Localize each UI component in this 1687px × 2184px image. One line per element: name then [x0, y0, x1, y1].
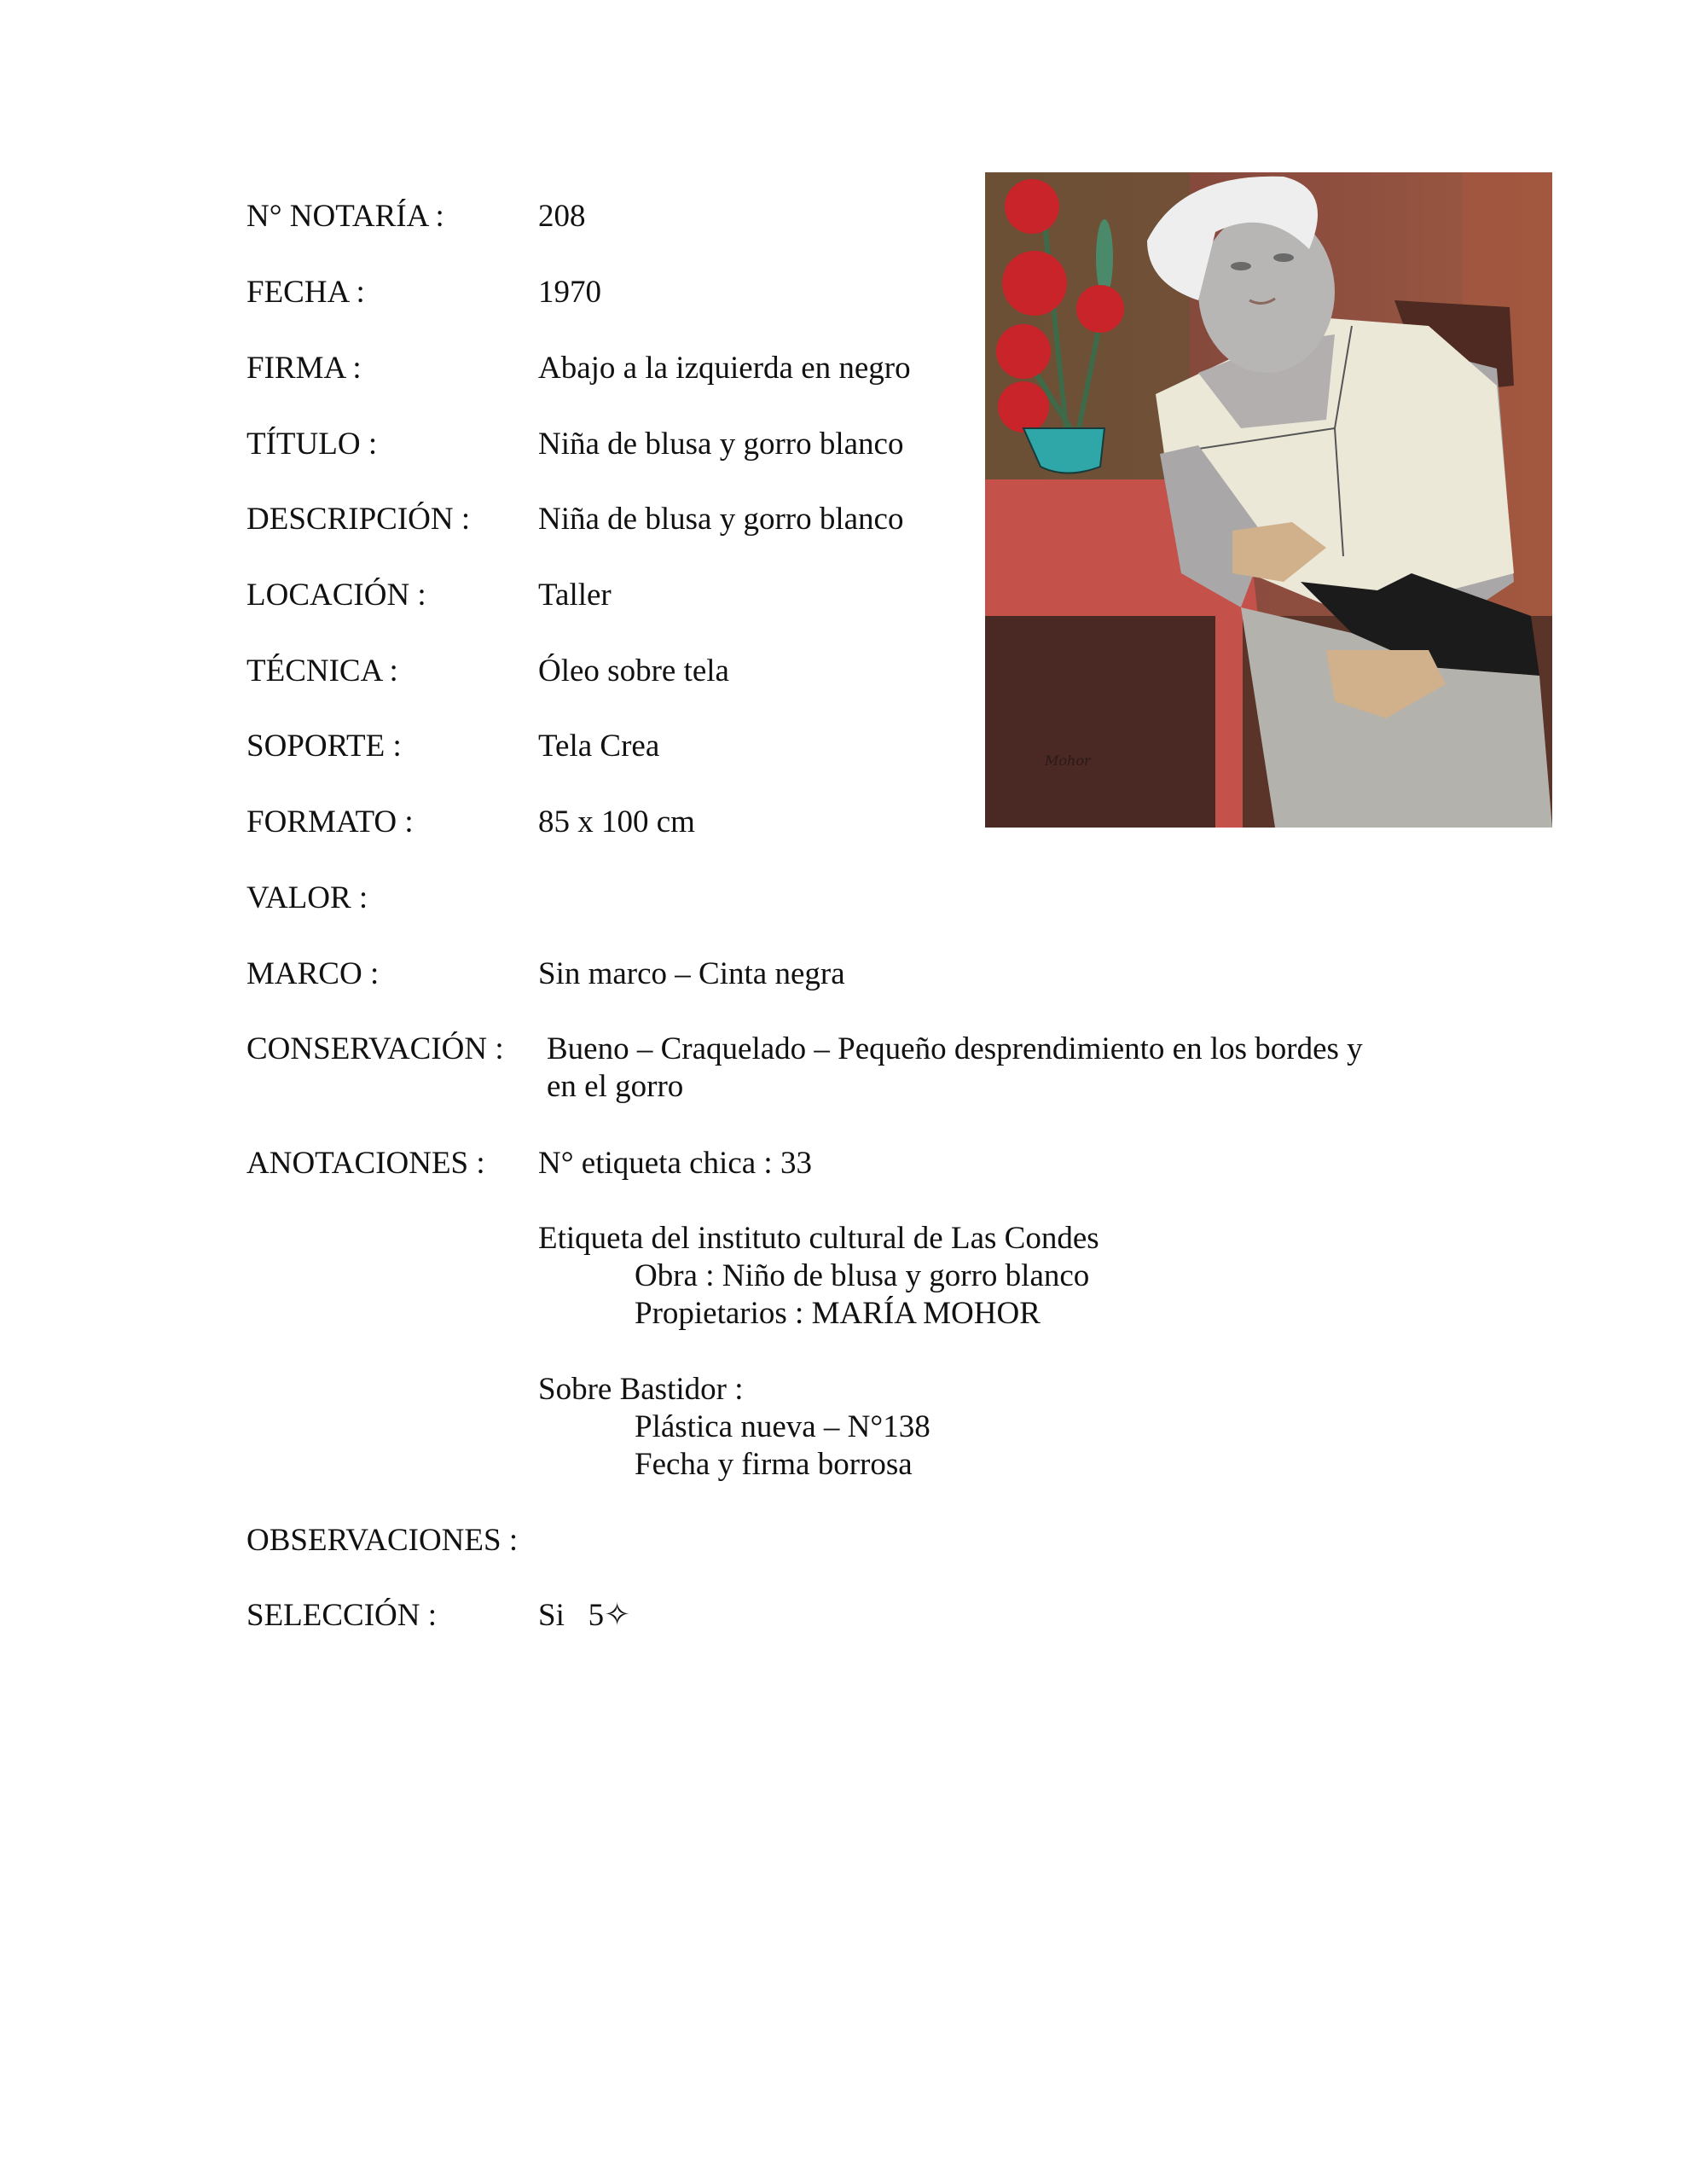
field-label: DESCRIPCIÓN :: [246, 502, 471, 537]
field-value: Niña de blusa y gorro blanco: [538, 502, 904, 537]
field-value: Tela Crea: [538, 729, 660, 764]
field-label: N° NOTARÍA :: [246, 199, 444, 234]
field-label: CONSERVACIÓN :: [246, 1031, 504, 1066]
painting-poppy: [1002, 251, 1067, 316]
field-value: 208: [538, 199, 586, 234]
field-value: Niña de blusa y gorro blanco: [538, 427, 904, 462]
field-label: FECHA :: [246, 275, 365, 310]
field-value: Sin marco – Cinta negra: [538, 956, 845, 991]
painting-poppy: [1005, 179, 1059, 234]
annotation-instituto-title: Etiqueta del instituto cultural de Las Condes: [538, 1221, 1099, 1256]
annotation-propietarios: Propietarios : MARÍA MOHOR: [635, 1296, 1041, 1331]
field-value: Abajo a la izquierda en negro: [538, 351, 911, 386]
painting-eye: [1231, 262, 1251, 270]
painting-leaf: [1096, 219, 1113, 296]
annotation-fecha-firma: Fecha y firma borrosa: [635, 1447, 913, 1482]
field-label: TÉCNICA :: [246, 653, 398, 688]
painting-poppy: [1076, 285, 1124, 333]
field-value: 85 x 100 cm: [538, 804, 695, 839]
field-value: Taller: [538, 578, 612, 613]
field-label: VALOR :: [246, 880, 368, 915]
field-label: FIRMA :: [246, 351, 362, 386]
field-label: LOCACIÓN :: [246, 578, 426, 613]
field-value-continued: en el gorro: [547, 1069, 684, 1104]
field-value: Óleo sobre tela: [538, 653, 729, 688]
field-label: FORMATO :: [246, 804, 414, 839]
field-value: Si 5✧: [538, 1598, 631, 1633]
field-label: TÍTULO :: [246, 427, 378, 462]
painting-eye: [1273, 253, 1294, 262]
painting-image: [985, 172, 1552, 828]
annotation-etiqueta-chica: N° etiqueta chica : 33: [538, 1146, 812, 1181]
annotation-bastidor-title: Sobre Bastidor :: [538, 1372, 744, 1407]
painting-poppy: [998, 381, 1049, 433]
field-label: SOPORTE :: [246, 729, 402, 764]
field-label: OBSERVACIONES :: [246, 1523, 519, 1558]
painting-table-leg: [1215, 599, 1243, 828]
painting-table-front: [985, 616, 1232, 828]
field-label: ANOTACIONES :: [246, 1146, 485, 1181]
annotation-obra: Obra : Niño de blusa y gorro blanco: [635, 1258, 1090, 1293]
field-value: 1970: [538, 275, 601, 310]
field-label: MARCO :: [246, 956, 380, 991]
painting-poppy: [996, 324, 1051, 379]
annotation-plastica: Plástica nueva – N°138: [635, 1409, 930, 1444]
painting-signature: Mohor: [1045, 752, 1091, 769]
field-value: Bueno – Craquelado – Pequeño desprendimiento en los bordes y: [547, 1031, 1363, 1066]
field-label: SELECCIÓN :: [246, 1598, 438, 1633]
